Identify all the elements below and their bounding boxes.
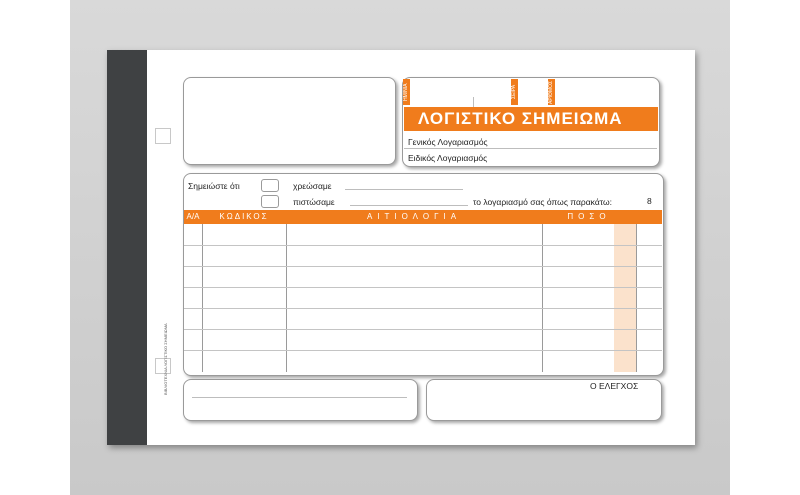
table-row[interactable] [184, 308, 662, 309]
address-box[interactable] [183, 77, 396, 165]
table-row[interactable] [184, 266, 662, 267]
table-row[interactable] [184, 329, 662, 330]
binding-spine [107, 50, 147, 445]
tab-date: ΗΜ/ΝΙΑ [403, 79, 410, 105]
footer-left-box[interactable] [183, 379, 418, 421]
col-amount: ΠΟΣΟ [567, 212, 611, 221]
col-description: ΑΙΤΙΟΛΟΓΙΑ [366, 212, 462, 221]
credit-checkbox[interactable] [261, 195, 279, 208]
col-aa: Α/Α [186, 212, 200, 221]
form-title: ΛΟΓΙΣΤΙΚΟ ΣΗΜΕΙΩΜΑ [404, 107, 658, 131]
general-account-label: Γενικός Λογαριασμός [408, 137, 488, 147]
debit-label: χρεώσαμε [293, 181, 332, 191]
table-row[interactable] [184, 287, 662, 288]
col-code: ΚΩΔΙΚΟΣ [219, 212, 269, 221]
tab-series: ΣΕΙΡΑ [511, 79, 518, 105]
credit-label: πιστώσαμε [293, 197, 335, 207]
tick-mark [473, 97, 474, 107]
punch-hole-top [155, 128, 171, 144]
account-suffix: το λογαριασμό σας όπως παρακάτω: [473, 197, 612, 207]
table-row[interactable] [184, 350, 662, 351]
signature-line [192, 397, 407, 398]
detail-account-label: Ειδικός Λογαριασμός [408, 153, 488, 163]
symbol-mark: 8 [647, 196, 652, 206]
notice-label: Σημειώστε ότι [188, 181, 240, 191]
control-label: Ο ΕΛΕΓΧΟΣ [590, 381, 639, 391]
credit-line[interactable] [350, 205, 468, 206]
spine-printer-text: ΒΙΒΛΙΟΤΕΧΝΙΑ ΛΟΓΙΣΤΙΚΟ ΣΗΜΕΙΩΜΑ [163, 323, 168, 395]
tab-number: ΑΡΙΘΜΟΣ [548, 80, 554, 104]
divider [404, 148, 657, 149]
table-row[interactable] [184, 245, 662, 246]
debit-checkbox[interactable] [261, 179, 279, 192]
debit-line[interactable] [345, 189, 463, 190]
